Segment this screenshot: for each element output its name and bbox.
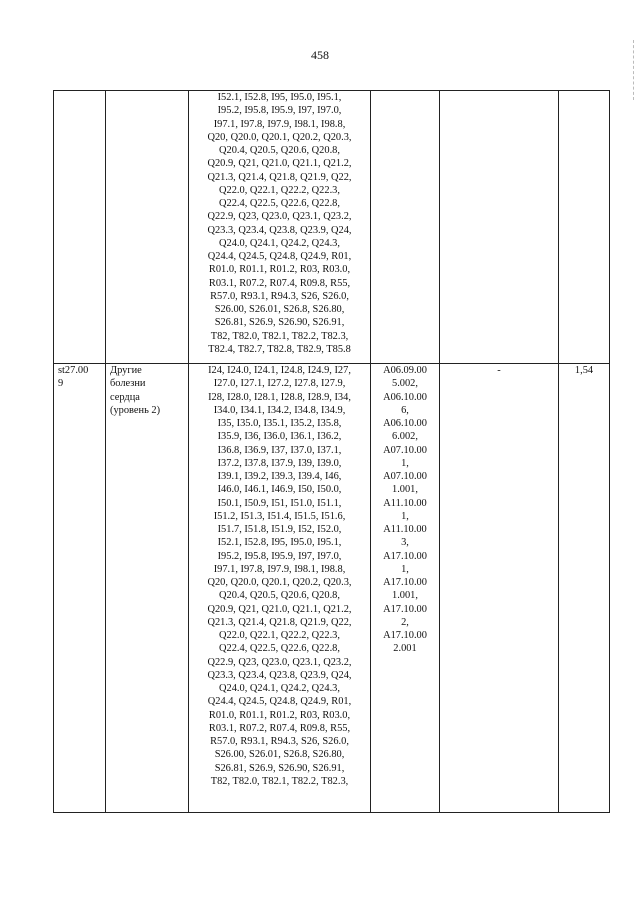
coefficient-cell — [559, 91, 610, 364]
extra-criteria-cell — [440, 91, 559, 364]
diagnosis-codes: I24, I24.0, I24.1, I24.8, I24.9, I27, I27.0, I27.1, I27.2, I27.8, I27.9, I28, I28.0, I28.1, I28.8, I28.9, I34, I34.0, I34.1, I34.2, I34.8, I34.9, I35, I35.0, I35.1, I35.2, I35.8, I35.9, I36, I36.0, I36.1, I36.2, I36.8, I36.9, I37, I37.0, I37.1, I37.2, I37.8, I37.9, I39, I39.0, I39.1, I39.2, I39.3, I39.4, I46, I46.0, I46.1, I46.9, I50, I50.0, I50.1, I50.9, I51, I51.0, I51.1, I51.2, I51.3, I51.4, I51.5, I51.6, I51.7, I51.8, I51.9, I52, I52.0, I52.1, I52.8, I95, I95.0, I95.1, I95.2, I95.8, I95.9, I97, I97.0, I97.1, I97.8, I97.9, I98.1, I98.8, Q20, Q20.0, Q20.1, Q20.2, Q20.3, Q20.4, Q20.5, Q20.6, Q20.8, Q20.9, Q21, Q21.0, Q21.1, Q21.2, Q21.3, Q21.4, Q21.8, Q21.9, Q22, Q22.0, Q22.1, Q22.2, Q22.3, Q22.4, Q22.5, Q22.6, Q22.8, Q22.9, Q23, Q23.0, Q23.1, Q23.2, Q23.3, Q23.4, Q23.8, Q23.9, Q24, Q24.0, Q24.1, Q24.2, Q24.3, Q24.4, Q24.5, Q24.8, Q24.9, R01, R01.0, R01.1, R01.2, R03, R03.0, R03.1, R07.2, R07.4, R09.8, R55, R57.0, R93.1, R94.3, S26, S26.0, S26.00, S26.01, S26.8, S26.80, S26.81, S26.9, S26.90, S26.91, T82, T82.0, T82.1, T82.2, T82.3, — [207, 365, 352, 787]
group-name: Другие болезни сердца (уровень 2) — [110, 365, 161, 416]
service-codes: A06.09.00 5.002, A06.10.00 6, A06.10.00 6.002, A07.10.00 1, A07.10.00 1.001, A11.10.00 1, A11.10.00 3, A17.10.00 1, A17.10.00 1.001, A17.10.00 2, A17.10.00 2.001 — [383, 365, 427, 655]
page-number: 458 — [311, 48, 329, 62]
services-cell — [371, 364, 440, 813]
group-code: st27.00 9 — [58, 365, 89, 390]
diagnosis-codes: I52.1, I52.8, I95, I95.0, I95.1, I95.2, I95.8, I95.9, I97, I97.0, I97.1, I97.8, I97.9, I98.1, I98.8, Q20, Q20.0, Q20.1, Q20.2, Q20.3, Q20.4, Q20.5, Q20.6, Q20.8, Q20.9, Q21, Q21.0, Q21.1, Q21.2, Q21.3, Q21.4, Q21.8, Q21.9, Q22, Q22.0, Q22.1, Q22.2, Q22.3, Q22.4, Q22.5, Q22.6, Q22.8, Q22.9, Q23, Q23.0, Q23.1, Q23.2, Q23.3, Q23.4, Q23.8, Q23.9, Q24, Q24.0, Q24.1, Q24.2, Q24.3, Q24.4, Q24.5, Q24.8, Q24.9, R01, R01.0, R01.1, R01.2, R03, R03.0, R03.1, R07.2, R07.4, R09.8, R55, R57.0, R93.1, R94.3, S26, S26.0, S26.00, S26.01, S26.8, S26.80, S26.81, S26.9, S26.90, S26.91, T82, T82.0, T82.1, T82.2, T82.3, T82.4, T82.7, T82.8, T82.9, T85.8 — [207, 92, 352, 355]
code-cell — [54, 364, 106, 813]
extra-criteria: - — [497, 365, 501, 376]
services-cell — [371, 91, 440, 364]
scan-edge-mark — [632, 40, 634, 100]
name-cell — [106, 91, 189, 364]
table-row — [54, 364, 610, 813]
name-cell — [106, 364, 189, 813]
diagnoses-cell — [189, 91, 371, 364]
coefficient-cell — [559, 364, 610, 813]
ksg-table — [53, 90, 610, 813]
diagnoses-cell — [189, 364, 371, 813]
extra-criteria-cell — [440, 364, 559, 813]
code-cell — [54, 91, 106, 364]
table-row — [54, 91, 610, 364]
coefficient: 1,54 — [574, 365, 594, 376]
